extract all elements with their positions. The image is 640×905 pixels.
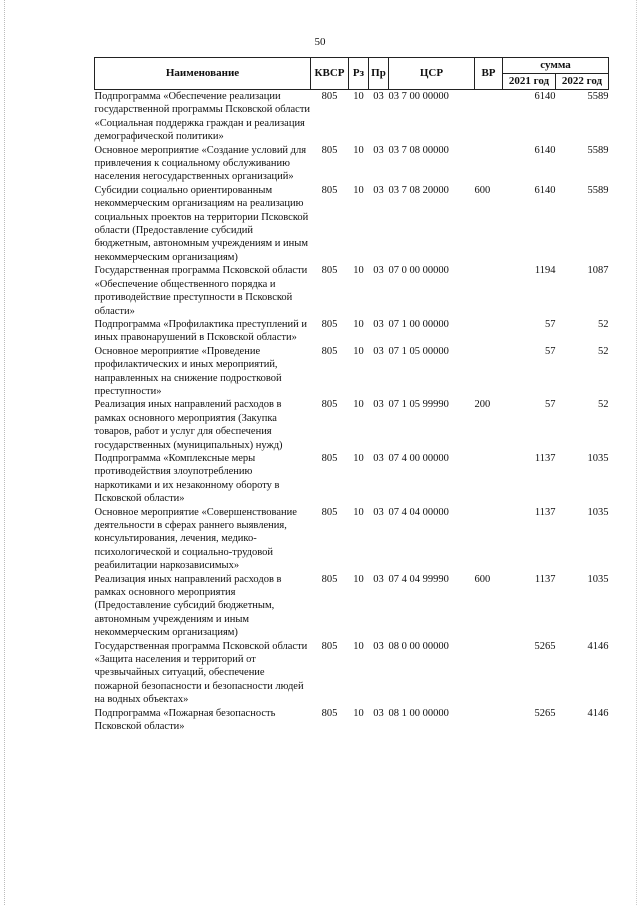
row-kvsr: 805 bbox=[321, 640, 338, 652]
row-vr bbox=[475, 345, 503, 399]
table-row bbox=[95, 506, 609, 573]
row-amount-2021: 6140 bbox=[534, 144, 556, 156]
row-csr: 07 1 05 99990 bbox=[388, 399, 449, 411]
table-row bbox=[95, 264, 609, 318]
row-rz: 10 bbox=[353, 318, 364, 330]
row-vr bbox=[475, 264, 503, 318]
row-amount-2021: 5265 bbox=[534, 640, 556, 652]
row-csr: 07 1 05 00000 bbox=[388, 345, 449, 357]
row-pr: 03 bbox=[373, 345, 384, 357]
row-kvsr: 805 bbox=[321, 707, 338, 719]
row-pr: 03 bbox=[373, 506, 384, 518]
row-kvsr: 805 bbox=[321, 144, 338, 156]
row-vr: 600 bbox=[474, 573, 491, 585]
row-kvsr: 805 bbox=[321, 452, 338, 464]
row-rz: 10 bbox=[353, 573, 364, 585]
row-csr: 08 0 00 00000 bbox=[388, 640, 449, 652]
row-csr: 03 7 00 00000 bbox=[388, 91, 449, 102]
row-csr: 08 1 00 00000 bbox=[388, 707, 449, 719]
header-csr: ЦСР bbox=[389, 58, 475, 90]
row-name: Основное мероприятие «Совершенствование деятельности в сферах раннего выявления, консультирования, лечения, медико-психологической и социально-трудовой реабилитации наркозависимых» bbox=[94, 506, 297, 572]
row-csr: 07 0 00 00000 bbox=[388, 265, 449, 277]
header-pr: Пр bbox=[369, 58, 389, 90]
row-kvsr: 805 bbox=[321, 184, 338, 196]
row-pr: 03 bbox=[373, 318, 384, 330]
row-amount-2022: 1035 bbox=[587, 506, 609, 518]
row-name: Субсидии социально ориентированным некоммерческим организациям на реализацию социальных проектов на территории Псковской области (Предоставление субсидий бюджетным, автономным учреждениям и иным некоммерческим организациям) bbox=[94, 184, 309, 263]
row-amount-2022: 52 bbox=[598, 399, 609, 411]
row-pr: 03 bbox=[373, 265, 384, 277]
row-name: Подпрограмма «Комплексные меры противодействия злоупотреблению наркотиками и их незаконному обороту в Псковской области» bbox=[94, 452, 280, 505]
row-amount-2022: 1087 bbox=[587, 265, 609, 277]
row-amount-2021: 6140 bbox=[534, 184, 556, 196]
row-vr bbox=[475, 90, 503, 144]
row-kvsr: 805 bbox=[321, 399, 338, 411]
row-amount-2021: 1137 bbox=[534, 506, 556, 518]
row-vr bbox=[475, 506, 503, 573]
row-csr: 07 4 04 00000 bbox=[388, 506, 449, 518]
header-year-2022: 2022 год bbox=[556, 73, 609, 89]
row-amount-2021: 1137 bbox=[534, 452, 556, 464]
table-row bbox=[95, 707, 609, 734]
row-rz: 10 bbox=[353, 184, 364, 196]
table-header bbox=[95, 58, 609, 90]
scan-edge-right bbox=[636, 0, 637, 905]
table-row bbox=[95, 318, 609, 345]
header-year-2021: 2021 год bbox=[503, 73, 556, 89]
row-rz: 10 bbox=[353, 707, 364, 719]
row-rz: 10 bbox=[353, 506, 364, 518]
row-amount-2021: 1137 bbox=[534, 573, 556, 585]
row-amount-2022: 4146 bbox=[587, 640, 609, 652]
row-amount-2022: 5589 bbox=[587, 91, 609, 102]
row-rz: 10 bbox=[353, 399, 364, 411]
row-name: Подпрограмма «Профилактика преступлений и иных правонарушений в Псковской области» bbox=[94, 318, 308, 344]
row-name: Реализация иных направлений расходов в рамках основного мероприятия (Предоставление субсидий бюджетным, автономным учреждениям и иным некоммерческим организациям) bbox=[94, 573, 282, 639]
row-csr: 07 4 00 00000 bbox=[388, 452, 449, 464]
row-name: Реализация иных направлений расходов в рамках основного мероприятия (Закупка товаров, работ и услуг для обеспечения государственных (муниципальных) нужд) bbox=[94, 399, 283, 451]
row-rz: 10 bbox=[353, 265, 364, 277]
row-vr bbox=[475, 452, 503, 506]
row-name: Основное мероприятие «Создание условий для привлечения к социальному обслуживанию населения негосударственных организаций» bbox=[94, 144, 307, 183]
header-kvsr: КВСР bbox=[311, 58, 349, 90]
row-kvsr: 805 bbox=[321, 506, 338, 518]
row-rz: 10 bbox=[353, 452, 364, 464]
row-csr: 07 4 04 99990 bbox=[388, 573, 449, 585]
table-row bbox=[95, 452, 609, 506]
header-name: Наименование bbox=[95, 58, 311, 90]
row-kvsr: 805 bbox=[321, 265, 338, 277]
row-amount-2022: 1035 bbox=[587, 452, 609, 464]
row-pr: 03 bbox=[373, 184, 384, 196]
row-amount-2022: 52 bbox=[598, 318, 609, 330]
row-rz: 10 bbox=[353, 91, 364, 102]
row-rz: 10 bbox=[353, 144, 364, 156]
table-row bbox=[95, 398, 609, 452]
row-pr: 03 bbox=[373, 399, 384, 411]
budget-table bbox=[94, 57, 609, 734]
row-vr bbox=[475, 318, 503, 345]
row-pr: 03 bbox=[373, 452, 384, 464]
header-sum: сумма bbox=[503, 58, 609, 74]
row-name: Основное мероприятие «Проведение профилактических и иных мероприятий, направленных на снижение подростковой преступности» bbox=[94, 345, 282, 397]
table-row bbox=[95, 640, 609, 707]
row-kvsr: 805 bbox=[321, 91, 338, 102]
scan-edge-left bbox=[4, 0, 5, 905]
row-name: Подпрограмма «Обеспечение реализации государственной программы Псковской области «Социальная поддержка граждан и реализация демографической политики» bbox=[94, 91, 311, 143]
header-vr: ВР bbox=[475, 58, 503, 90]
row-amount-2022: 52 bbox=[598, 345, 609, 357]
page-number: 50 bbox=[314, 36, 326, 48]
row-csr: 07 1 00 00000 bbox=[388, 318, 449, 330]
row-amount-2021: 6140 bbox=[534, 91, 556, 102]
row-amount-2021: 57 bbox=[545, 318, 556, 330]
row-amount-2022: 4146 bbox=[587, 707, 609, 719]
row-amount-2021: 57 bbox=[545, 345, 556, 357]
table-row bbox=[95, 184, 609, 264]
row-amount-2021: 5265 bbox=[534, 707, 556, 719]
row-amount-2021: 57 bbox=[545, 399, 556, 411]
header-rz: Рз bbox=[349, 58, 369, 90]
row-pr: 03 bbox=[373, 144, 384, 156]
row-rz: 10 bbox=[353, 640, 364, 652]
row-pr: 03 bbox=[373, 573, 384, 585]
row-vr bbox=[475, 707, 503, 734]
row-amount-2022: 1035 bbox=[587, 573, 609, 585]
row-name: Государственная программа Псковской области «Обеспечение общественного порядка и противодействие преступности в Псковской области» bbox=[94, 265, 308, 317]
row-csr: 03 7 08 00000 bbox=[388, 144, 449, 156]
row-kvsr: 805 bbox=[321, 573, 338, 585]
row-amount-2021: 1194 bbox=[534, 265, 556, 277]
row-pr: 03 bbox=[373, 91, 384, 102]
row-name: Государственная программа Псковской области «Защита населения и территорий от чрезвычайных ситуаций, обеспечение пожарной безопасности и безопасности людей на водных объектах» bbox=[94, 640, 308, 706]
row-name: Подпрограмма «Пожарная безопасность Псковской области» bbox=[94, 707, 276, 733]
row-kvsr: 805 bbox=[321, 318, 338, 330]
row-pr: 03 bbox=[373, 640, 384, 652]
row-vr bbox=[475, 640, 503, 707]
row-vr bbox=[475, 144, 503, 184]
row-vr: 200 bbox=[474, 399, 491, 411]
row-vr: 600 bbox=[474, 184, 491, 196]
row-amount-2022: 5589 bbox=[587, 144, 609, 156]
row-rz: 10 bbox=[353, 345, 364, 357]
row-kvsr: 805 bbox=[321, 345, 338, 357]
table-row bbox=[95, 90, 609, 144]
row-csr: 03 7 08 20000 bbox=[388, 184, 449, 196]
table-body bbox=[95, 90, 609, 734]
table-row bbox=[95, 573, 609, 640]
table-row bbox=[95, 144, 609, 184]
row-amount-2022: 5589 bbox=[587, 184, 609, 196]
row-pr: 03 bbox=[373, 707, 384, 719]
table-row bbox=[95, 345, 609, 399]
